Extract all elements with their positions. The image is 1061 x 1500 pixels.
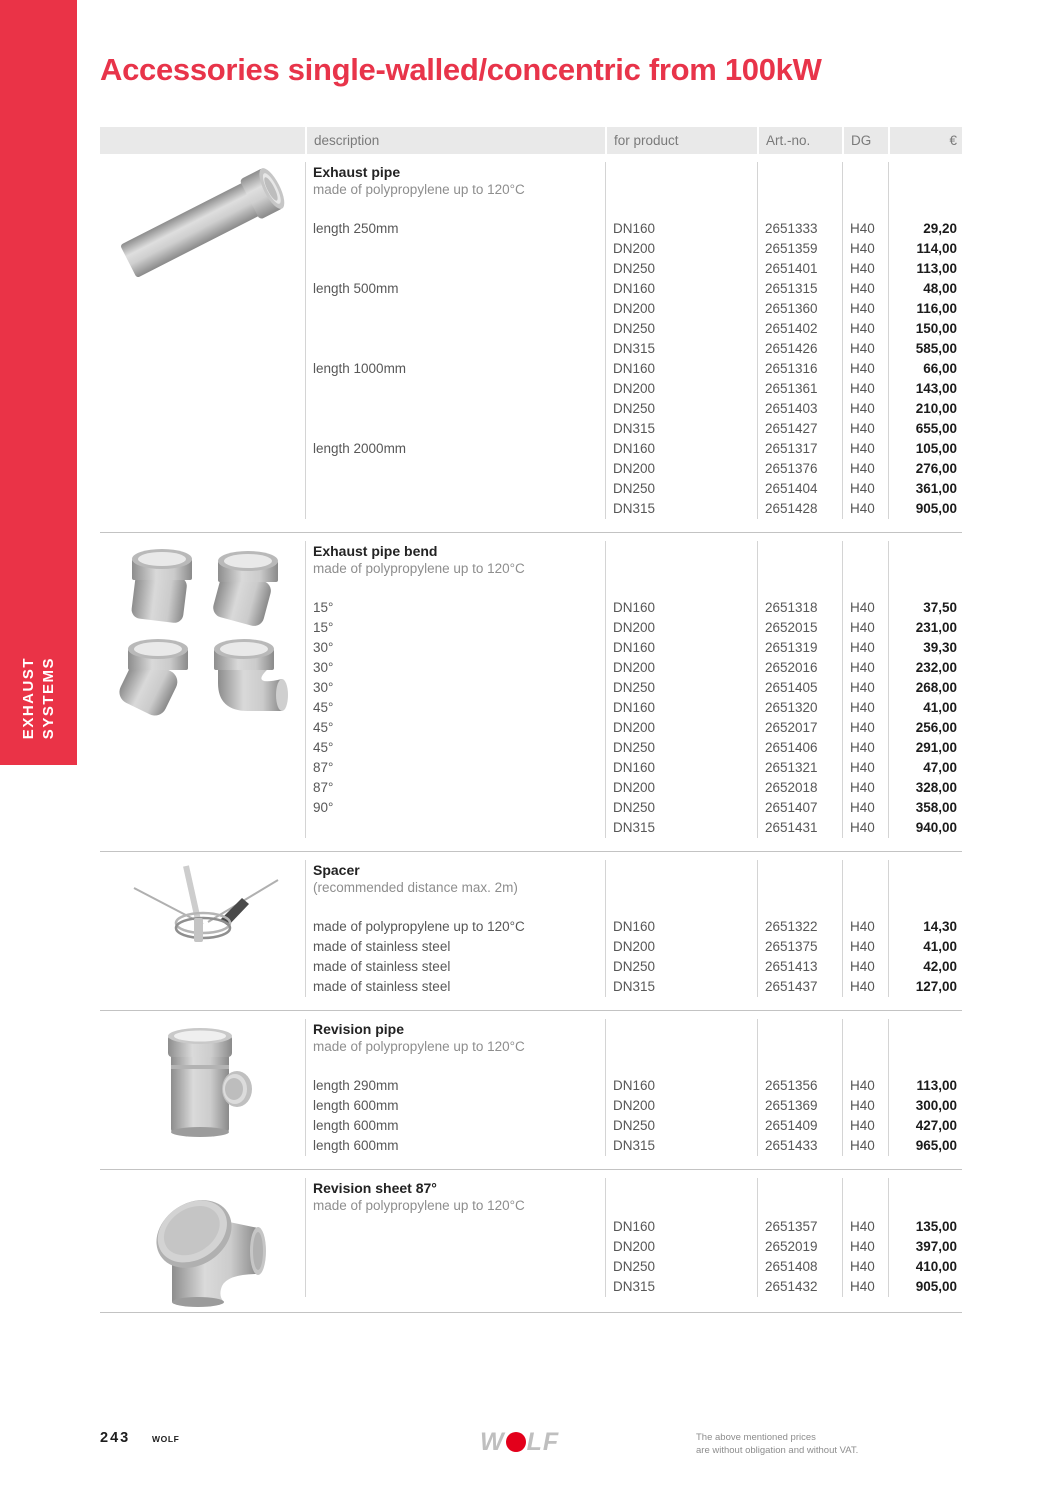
cell-art-no: 2651428 xyxy=(757,499,842,519)
cell-for-product: DN250 xyxy=(605,479,757,499)
cell-description xyxy=(305,399,605,419)
cell-price: 105,00 xyxy=(888,439,962,459)
cell-for-product: DN200 xyxy=(605,618,757,638)
cell-for-product: DN200 xyxy=(605,379,757,399)
cell-dg: H40 xyxy=(842,279,888,299)
side-tab-line2: SYSTEMS xyxy=(39,656,57,739)
cell-dg: H40 xyxy=(842,459,888,479)
cell-art-no: 2651320 xyxy=(757,698,842,718)
cell-art-no: 2651322 xyxy=(757,917,842,937)
column-header-description: description xyxy=(305,127,605,154)
cell-art-no: 2651437 xyxy=(757,977,842,997)
cell-for-product: DN160 xyxy=(605,917,757,937)
cell-price: 410,00 xyxy=(888,1257,962,1277)
cell-description xyxy=(305,459,605,479)
cell-dg: H40 xyxy=(842,738,888,758)
cell-for-product: DN200 xyxy=(605,459,757,479)
cell-for-product: DN250 xyxy=(605,1257,757,1277)
cell-art-no: 2651316 xyxy=(757,359,842,379)
cell-for-product: DN315 xyxy=(605,977,757,997)
cell-price: 328,00 xyxy=(888,778,962,798)
cell-description: length 500mm xyxy=(305,279,605,299)
cell-for-product: DN160 xyxy=(605,439,757,459)
cell-price: 37,50 xyxy=(888,598,962,618)
cell-description xyxy=(305,419,605,439)
cell-price: 113,00 xyxy=(888,259,962,279)
cell-description: length 2000mm xyxy=(305,439,605,459)
cell-description xyxy=(305,339,605,359)
cell-art-no: 2651404 xyxy=(757,479,842,499)
cell-art-no: 2651356 xyxy=(757,1076,842,1096)
cell-price: 291,00 xyxy=(888,738,962,758)
exhaust-systems-side-tab xyxy=(0,0,77,765)
cell-art-no: 2651376 xyxy=(757,459,842,479)
spacer-image xyxy=(108,862,298,972)
section-grid xyxy=(305,533,962,851)
cell-art-no: 2651408 xyxy=(757,1257,842,1277)
cell-for-product: DN315 xyxy=(605,419,757,439)
cell-dg: H40 xyxy=(842,1257,888,1277)
revision-sheet-87-image xyxy=(118,1180,288,1312)
column-header-dg: DG xyxy=(842,127,888,154)
exhaust-pipe-bend-image xyxy=(114,543,292,721)
cell-price: 14,30 xyxy=(888,917,962,937)
cell-art-no: 2651432 xyxy=(757,1277,842,1297)
section-header-cell xyxy=(305,541,605,598)
cell-price: 965,00 xyxy=(888,1136,962,1156)
cell-price: 66,00 xyxy=(888,359,962,379)
section-title: Exhaust pipe xyxy=(313,164,401,180)
section-subtitle: made of polypropylene up to 120°C xyxy=(313,1039,525,1054)
cell-price: 47,00 xyxy=(888,758,962,778)
section-header-cell xyxy=(305,1019,605,1076)
cell-dg: H40 xyxy=(842,798,888,818)
cell-dg: H40 xyxy=(842,499,888,519)
cell-art-no: 2651409 xyxy=(757,1116,842,1136)
cell-description: 90° xyxy=(305,798,605,818)
cell-description xyxy=(305,379,605,399)
cell-price: 116,00 xyxy=(888,299,962,319)
column-header-art-no: Art.-no. xyxy=(757,127,842,154)
cell-dg: H40 xyxy=(842,618,888,638)
exhaust-pipe-image xyxy=(113,164,293,282)
cell-art-no: 2651407 xyxy=(757,798,842,818)
cell-for-product: DN200 xyxy=(605,658,757,678)
cell-for-product: DN160 xyxy=(605,219,757,239)
section-title: Revision sheet 87° xyxy=(313,1180,437,1196)
cell-art-no: 2651406 xyxy=(757,738,842,758)
cell-art-no: 2651319 xyxy=(757,638,842,658)
column-header-for-product: for product xyxy=(605,127,757,154)
cell-description: 30° xyxy=(305,658,605,678)
product-image-cell xyxy=(100,533,305,851)
side-tab-label xyxy=(19,657,59,739)
cell-description: length 1000mm xyxy=(305,359,605,379)
section-subtitle: made of polypropylene up to 120°C xyxy=(313,561,525,576)
cell-description: length 290mm xyxy=(305,1076,605,1096)
cell-for-product: DN250 xyxy=(605,798,757,818)
section-exhaust-pipe-bend xyxy=(100,533,962,852)
cell-art-no: 2651315 xyxy=(757,279,842,299)
cell-for-product: DN315 xyxy=(605,499,757,519)
cell-for-product: DN315 xyxy=(605,339,757,359)
section-exhaust-pipe xyxy=(100,154,962,533)
cell-price: 232,00 xyxy=(888,658,962,678)
page-title: Accessories single-walled/concentric from 100kW xyxy=(100,52,822,87)
cell-price: 41,00 xyxy=(888,698,962,718)
cell-dg: H40 xyxy=(842,698,888,718)
cell-description: 45° xyxy=(305,718,605,738)
cell-for-product: DN200 xyxy=(605,778,757,798)
cell-art-no: 2651375 xyxy=(757,937,842,957)
section-title: Revision pipe xyxy=(313,1021,405,1037)
cell-for-product: DN160 xyxy=(605,279,757,299)
cell-description: 30° xyxy=(305,678,605,698)
cell-dg: H40 xyxy=(842,1136,888,1156)
cell-description: made of polypropylene up to 120°C xyxy=(305,917,605,937)
cell-description: 45° xyxy=(305,738,605,758)
cell-dg: H40 xyxy=(842,239,888,259)
cell-for-product: DN160 xyxy=(605,698,757,718)
cell-price: 940,00 xyxy=(888,818,962,838)
cell-for-product: DN200 xyxy=(605,299,757,319)
cell-for-product: DN250 xyxy=(605,957,757,977)
cell-description xyxy=(305,1217,605,1237)
section-subtitle: made of polypropylene up to 120°C xyxy=(313,182,525,197)
cell-art-no: 2652016 xyxy=(757,658,842,678)
cell-dg: H40 xyxy=(842,1096,888,1116)
product-image-cell xyxy=(100,852,305,1010)
section-grid xyxy=(305,1170,962,1312)
cell-art-no: 2651401 xyxy=(757,259,842,279)
cell-dg: H40 xyxy=(842,957,888,977)
column-header-price: € xyxy=(888,127,962,154)
section-spacer xyxy=(100,852,962,1011)
cell-price: 210,00 xyxy=(888,399,962,419)
cell-for-product: DN160 xyxy=(605,598,757,618)
cell-dg: H40 xyxy=(842,359,888,379)
cell-dg: H40 xyxy=(842,658,888,678)
cell-price: 427,00 xyxy=(888,1116,962,1136)
cell-art-no: 2651431 xyxy=(757,818,842,838)
cell-art-no: 2652019 xyxy=(757,1237,842,1257)
page-footer xyxy=(100,1430,962,1476)
cell-price: 361,00 xyxy=(888,479,962,499)
product-image-cell xyxy=(100,1011,305,1169)
cell-price: 397,00 xyxy=(888,1237,962,1257)
cell-for-product: DN250 xyxy=(605,319,757,339)
cell-for-product: DN160 xyxy=(605,359,757,379)
cell-dg: H40 xyxy=(842,1116,888,1136)
section-grid xyxy=(305,154,962,532)
cell-description xyxy=(305,299,605,319)
cell-description xyxy=(305,479,605,499)
cell-price: 655,00 xyxy=(888,419,962,439)
cell-description: 87° xyxy=(305,778,605,798)
cell-art-no: 2652018 xyxy=(757,778,842,798)
section-header-cell xyxy=(305,1178,605,1217)
section-header-cell xyxy=(305,162,605,219)
cell-price: 585,00 xyxy=(888,339,962,359)
cell-dg: H40 xyxy=(842,259,888,279)
cell-for-product: DN160 xyxy=(605,1217,757,1237)
cell-dg: H40 xyxy=(842,937,888,957)
cell-art-no: 2651369 xyxy=(757,1096,842,1116)
cell-for-product: DN315 xyxy=(605,1136,757,1156)
cell-for-product: DN250 xyxy=(605,1116,757,1136)
section-grid xyxy=(305,852,962,1010)
cell-description xyxy=(305,319,605,339)
cell-description xyxy=(305,1257,605,1277)
cell-description xyxy=(305,1277,605,1297)
column-header-image xyxy=(100,127,305,154)
cell-price: 143,00 xyxy=(888,379,962,399)
cell-description: length 600mm xyxy=(305,1116,605,1136)
cell-for-product: DN200 xyxy=(605,1096,757,1116)
price-table xyxy=(100,127,962,1313)
cell-for-product: DN200 xyxy=(605,718,757,738)
cell-for-product: DN200 xyxy=(605,937,757,957)
product-image-cell xyxy=(100,154,305,532)
cell-art-no: 2651403 xyxy=(757,399,842,419)
cell-price: 231,00 xyxy=(888,618,962,638)
cell-for-product: DN200 xyxy=(605,1237,757,1257)
cell-description: 87° xyxy=(305,758,605,778)
cell-price: 41,00 xyxy=(888,937,962,957)
cell-art-no: 2651333 xyxy=(757,219,842,239)
section-subtitle: (recommended distance max. 2m) xyxy=(313,880,518,895)
cell-for-product: DN200 xyxy=(605,239,757,259)
cell-price: 256,00 xyxy=(888,718,962,738)
cell-description xyxy=(305,818,605,838)
cell-dg: H40 xyxy=(842,638,888,658)
cell-description: length 600mm xyxy=(305,1096,605,1116)
cell-dg: H40 xyxy=(842,479,888,499)
cell-for-product: DN250 xyxy=(605,259,757,279)
cell-dg: H40 xyxy=(842,1277,888,1297)
cell-dg: H40 xyxy=(842,758,888,778)
cell-art-no: 2651357 xyxy=(757,1217,842,1237)
section-subtitle: made of polypropylene up to 120°C xyxy=(313,1198,525,1213)
logo-letter-w: W xyxy=(480,1428,505,1456)
section-header-cell xyxy=(305,860,605,917)
cell-dg: H40 xyxy=(842,299,888,319)
cell-price: 300,00 xyxy=(888,1096,962,1116)
section-title: Spacer xyxy=(313,862,360,878)
cell-art-no: 2652015 xyxy=(757,618,842,638)
cell-art-no: 2651318 xyxy=(757,598,842,618)
cell-art-no: 2651359 xyxy=(757,239,842,259)
cell-for-product: DN160 xyxy=(605,758,757,778)
cell-price: 42,00 xyxy=(888,957,962,977)
cell-description: length 250mm xyxy=(305,219,605,239)
cell-price: 113,00 xyxy=(888,1076,962,1096)
cell-dg: H40 xyxy=(842,718,888,738)
cell-dg: H40 xyxy=(842,419,888,439)
section-revision-pipe xyxy=(100,1011,962,1170)
cell-description: length 600mm xyxy=(305,1136,605,1156)
logo-letters-lf: LF xyxy=(526,1428,560,1456)
cell-art-no: 2651405 xyxy=(757,678,842,698)
cell-description: 15° xyxy=(305,598,605,618)
cell-description: 30° xyxy=(305,638,605,658)
cell-for-product: DN250 xyxy=(605,678,757,698)
product-image-cell xyxy=(100,1170,305,1312)
cell-price: 114,00 xyxy=(888,239,962,259)
section-grid xyxy=(305,1011,962,1169)
cell-dg: H40 xyxy=(842,598,888,618)
cell-dg: H40 xyxy=(842,1237,888,1257)
cell-art-no: 2651360 xyxy=(757,299,842,319)
cell-dg: H40 xyxy=(842,219,888,239)
cell-price: 29,20 xyxy=(888,219,962,239)
wolf-logo xyxy=(480,1428,559,1457)
cell-dg: H40 xyxy=(842,917,888,937)
cell-for-product: DN250 xyxy=(605,399,757,419)
cell-art-no: 2651427 xyxy=(757,419,842,439)
cell-art-no: 2651413 xyxy=(757,957,842,977)
cell-art-no: 2651402 xyxy=(757,319,842,339)
cell-description xyxy=(305,1237,605,1257)
cell-dg: H40 xyxy=(842,1076,888,1096)
cell-art-no: 2651426 xyxy=(757,339,842,359)
cell-dg: H40 xyxy=(842,439,888,459)
cell-dg: H40 xyxy=(842,977,888,997)
cell-dg: H40 xyxy=(842,319,888,339)
cell-dg: H40 xyxy=(842,778,888,798)
cell-description xyxy=(305,259,605,279)
cell-description: made of stainless steel xyxy=(305,977,605,997)
cell-dg: H40 xyxy=(842,379,888,399)
cell-description: made of stainless steel xyxy=(305,937,605,957)
cell-description xyxy=(305,499,605,519)
prices-note-line2: are without obligation and without VAT. xyxy=(696,1445,859,1456)
cell-for-product: DN315 xyxy=(605,818,757,838)
cell-description: 15° xyxy=(305,618,605,638)
cell-price: 358,00 xyxy=(888,798,962,818)
cell-dg: H40 xyxy=(842,1217,888,1237)
cell-art-no: 2651361 xyxy=(757,379,842,399)
cell-description xyxy=(305,239,605,259)
cell-price: 150,00 xyxy=(888,319,962,339)
logo-red-dot-icon xyxy=(506,1432,526,1452)
cell-price: 127,00 xyxy=(888,977,962,997)
page-number: 243 xyxy=(100,1430,131,1446)
section-title: Exhaust pipe bend xyxy=(313,543,438,559)
cell-dg: H40 xyxy=(842,339,888,359)
cell-price: 268,00 xyxy=(888,678,962,698)
side-tab-line1: EXHAUST xyxy=(19,656,37,739)
brand-name: WOLF xyxy=(152,1434,180,1444)
cell-art-no: 2652017 xyxy=(757,718,842,738)
cell-description: 45° xyxy=(305,698,605,718)
cell-for-product: DN250 xyxy=(605,738,757,758)
cell-price: 276,00 xyxy=(888,459,962,479)
revision-pipe-image xyxy=(123,1021,283,1151)
cell-price: 48,00 xyxy=(888,279,962,299)
cell-dg: H40 xyxy=(842,818,888,838)
section-revision-sheet-87 xyxy=(100,1170,962,1313)
prices-note xyxy=(696,1431,858,1457)
prices-note-line1: The above mentioned prices xyxy=(696,1432,816,1443)
cell-dg: H40 xyxy=(842,678,888,698)
cell-price: 905,00 xyxy=(888,1277,962,1297)
cell-price: 905,00 xyxy=(888,499,962,519)
cell-price: 135,00 xyxy=(888,1217,962,1237)
cell-art-no: 2651433 xyxy=(757,1136,842,1156)
cell-for-product: DN160 xyxy=(605,638,757,658)
cell-dg: H40 xyxy=(842,399,888,419)
cell-price: 39,30 xyxy=(888,638,962,658)
cell-for-product: DN315 xyxy=(605,1277,757,1297)
table-header-row xyxy=(100,127,962,154)
cell-art-no: 2651317 xyxy=(757,439,842,459)
cell-for-product: DN160 xyxy=(605,1076,757,1096)
cell-art-no: 2651321 xyxy=(757,758,842,778)
cell-description: made of stainless steel xyxy=(305,957,605,977)
